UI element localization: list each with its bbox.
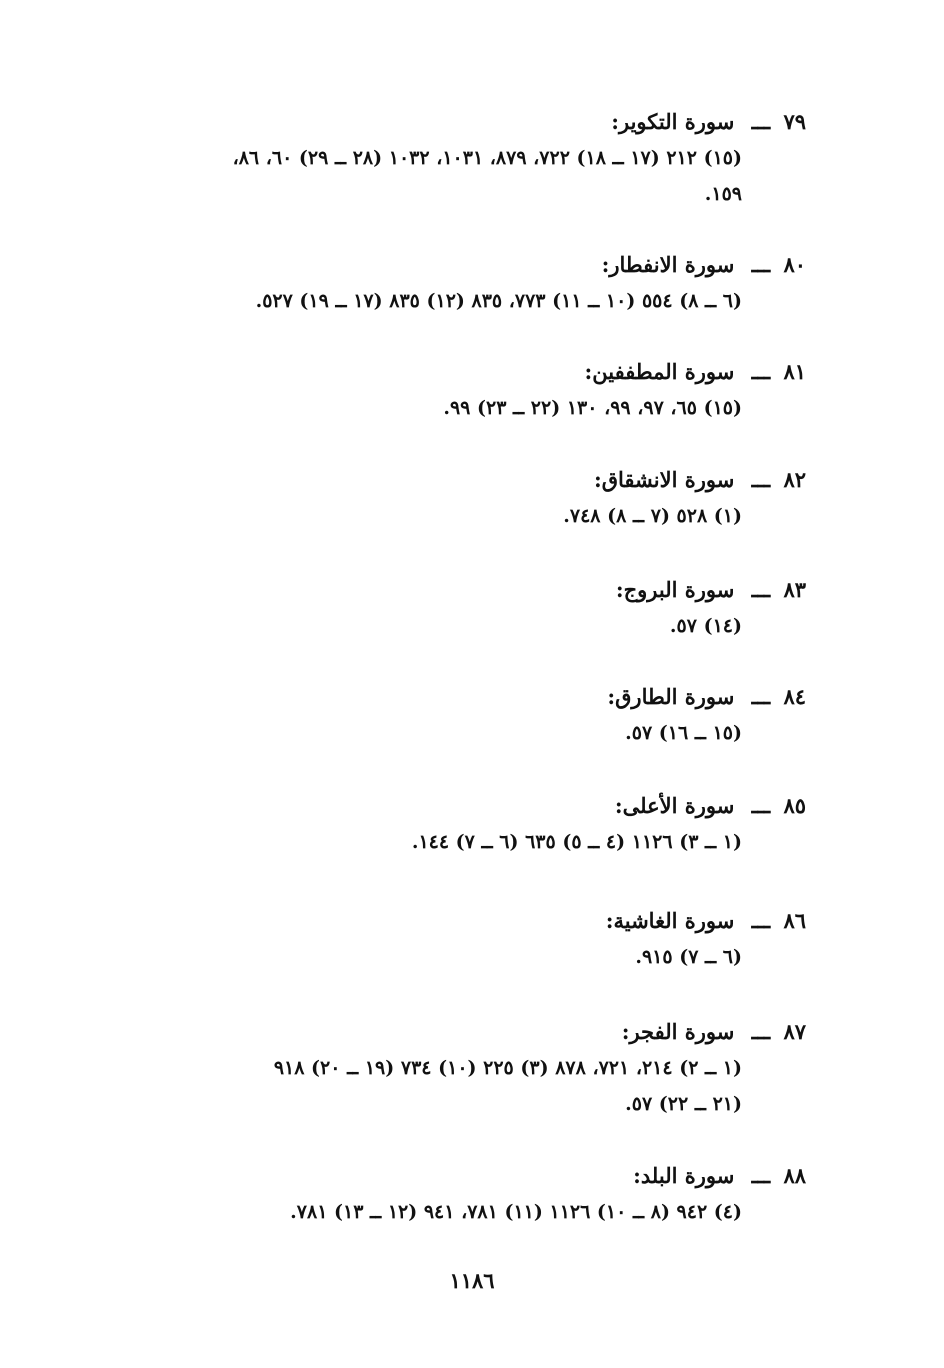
surah-heading: [233, 104, 806, 140]
surah-title: سورة التكوير:: [611, 109, 735, 134]
surah-number: ٨٨: [783, 1163, 806, 1188]
surah-heading: [412, 788, 806, 824]
reference-line: (٢١ ــ ٢٢) ٥٧.: [625, 1093, 742, 1115]
reference-line: (١ ــ ٣) ١١٢٦ (٤ ــ ٥) ٦٣٥ (٦ ــ ٧) ١٤٤.: [411, 831, 742, 853]
surah-heading: [616, 572, 806, 608]
surah-number: ٨١: [783, 359, 806, 384]
surah-entry-83: [616, 572, 806, 644]
surah-entry-80: [256, 247, 806, 319]
surah-number: ٧٩: [783, 109, 806, 134]
surah-heading: [256, 247, 806, 283]
surah-title: سورة الغاشية:: [605, 908, 735, 933]
surah-heading: [290, 1158, 806, 1194]
surah-heading: [274, 1014, 806, 1050]
heading-dash: ـــ: [751, 109, 771, 134]
reference-line: (٦ ــ ٨) ٥٥٤ (١٠ ــ ١١) ٧٧٣، ٨٣٥ (١٢) ٨٣٥ (١٧ ــ ١٩) ٥٢٧.: [255, 290, 742, 312]
reference-line: (١ ــ ٢) ٢١٤، ٧٢١، ٨٧٨ (٣) ٢٢٥ (١٠) ٧٣٤ (١٩ ــ ٢٠) ٩١٨: [273, 1057, 742, 1079]
surah-entry-79: [233, 104, 806, 212]
heading-dash: ـــ: [751, 467, 771, 492]
heading-dash: ـــ: [751, 1163, 771, 1188]
reference-line: (٦ ــ ٧) ٩١٥.: [635, 946, 742, 968]
surah-heading: [607, 679, 806, 715]
heading-dash: ـــ: [751, 908, 771, 933]
heading-dash: ـــ: [751, 1019, 771, 1044]
surah-entry-85: [412, 788, 806, 860]
surah-number: ٨٦: [783, 908, 806, 933]
reference-line: (١٤) ٥٧.: [669, 615, 742, 637]
page-number: ١١٨٦: [449, 1268, 495, 1293]
surah-heading: [443, 354, 806, 390]
surah-number: ٨٧: [783, 1019, 806, 1044]
surah-entry-81: [443, 354, 806, 426]
surah-entry-82: [563, 462, 806, 534]
surah-entry-88: [290, 1158, 806, 1230]
heading-dash: ـــ: [751, 252, 771, 277]
surah-title: سورة الطارق:: [607, 684, 735, 709]
reference-line: (١٥) ٦٥، ٩٧، ٩٩، ١٣٠ (٢٢ ــ ٢٣) ٩٩.: [443, 397, 742, 419]
reference-line: (١٥) ٢١٢ (١٧ ــ ١٨) ٧٢٢، ٨٧٩، ١٠٣١، ١٠٣٢ (٢٨ ــ ٢٩) ٦٠، ٨٦،: [232, 147, 742, 169]
surah-number: ٨٣: [783, 577, 806, 602]
surah-heading: [606, 903, 806, 939]
surah-title: سورة الأعلى:: [614, 793, 735, 818]
reference-line: (١) ٥٢٨ (٧ ــ ٨) ٧٤٨.: [563, 505, 742, 527]
reference-line: ١٥٩.: [704, 183, 742, 205]
surah-heading: [563, 462, 806, 498]
surah-entry-87: [274, 1014, 806, 1122]
heading-dash: ـــ: [751, 359, 771, 384]
surah-number: ٨٠: [783, 252, 806, 277]
heading-dash: ـــ: [751, 793, 771, 818]
surah-title: سورة البلد:: [633, 1163, 735, 1188]
surah-entry-84: [607, 679, 806, 751]
reference-line: (٤) ٩٤٢ (٨ ــ ١٠) ١١٢٦ (١١) ٧٨١، ٩٤١ (١٢ ــ ١٣) ٧٨١.: [290, 1201, 742, 1223]
surah-title: سورة البروج:: [615, 577, 735, 602]
surah-number: ٨٢: [783, 467, 806, 492]
surah-entry-86: [606, 903, 806, 975]
surah-number: ٨٥: [783, 793, 806, 818]
surah-title: سورة المطففين:: [584, 359, 735, 384]
surah-title: سورة الانفطار:: [601, 252, 735, 277]
reference-line: (١٥ ــ ١٦) ٥٧.: [625, 722, 742, 744]
heading-dash: ـــ: [751, 684, 771, 709]
heading-dash: ـــ: [751, 577, 771, 602]
surah-number: ٨٤: [783, 684, 806, 709]
surah-title: سورة الفجر:: [621, 1019, 735, 1044]
surah-title: سورة الانشقاق:: [593, 467, 735, 492]
